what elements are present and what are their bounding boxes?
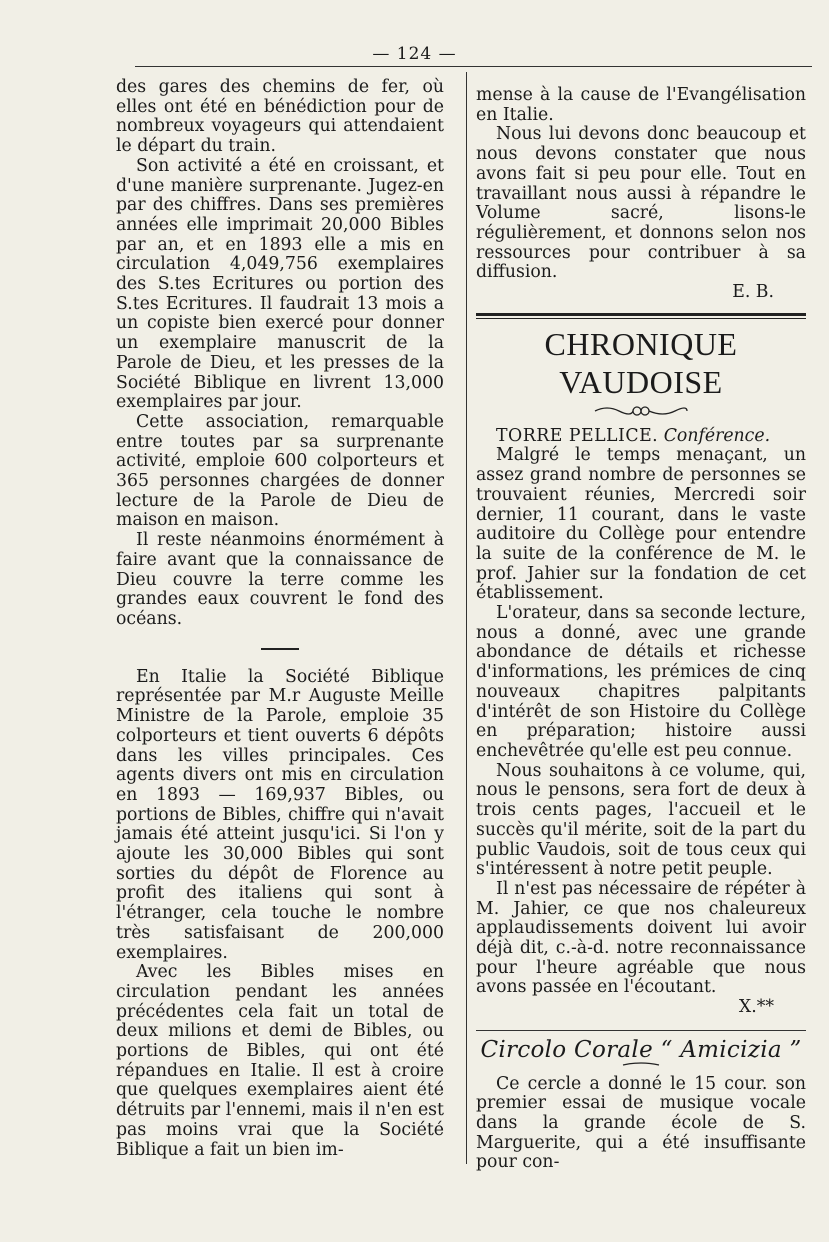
right-column bbox=[476, 86, 806, 1173]
header-rule bbox=[135, 66, 812, 67]
left-column bbox=[116, 78, 444, 1160]
paragraph: Nous lui devons donc beaucoup et nous devons constater que nous avons fait si peu pour elle. Tout en travaillant nous aussi à répandre le Volume sacré, lisons-le régulièrement, et donnons selon nos ressources pour contribuer à sa diffusion. bbox=[476, 124, 806, 283]
section-double-rule bbox=[476, 313, 806, 319]
paragraph: En Italie la Société Biblique représentée par M.r Auguste Meille Ministre de la Parole, emploie 35 colporteurs et tient ouverts 6 dépôts dans les villes principales. Ces agents divers ont mis en circulation en 1893 — 169,937 Bibles, ou portions de Bibles, chiffre qui n'avait jamais été atteint jusqu'ici. Si l'on y ajoute les 30,000 Bibles qui sont sorties du dépôt de Florence au profit des italiens qui sont à l'étranger, cela touche le nombre très satisfaisant de 200,000 exemplaires. bbox=[116, 666, 444, 963]
section-title: CHRONIQUE VAUDOISE bbox=[544, 325, 738, 400]
paragraph: Malgré le temps menaçant, un assez grand nombre de personnes se trouvaient réunies, Mercredi soir dernier, 11 courant, dans le vaste auditoire du Collège pour entendre la suite de la conférence de M. le prof. Jahier sur la fondation de cet établissement. bbox=[476, 445, 806, 604]
column-divider bbox=[466, 72, 467, 1164]
paragraph: Il reste néanmoins énormément à faire avant que la connaissance de Dieu couvre la terre comme les grandes eaux couvrent le fond des océans. bbox=[116, 530, 444, 629]
article-headline bbox=[476, 427, 806, 447]
author-signature: X.** bbox=[738, 997, 774, 1018]
paragraph: des gares des chemins de fer, où elles ont été en bénédiction pour de nombreux voyageurs qui attendaient le départ du train. bbox=[116, 77, 444, 157]
paragraph: Ce cercle a donné le 15 cour. son premier essai de musique vocale dans la grande école de S. Marguerite, qui a été insuffisante pour con- bbox=[476, 1073, 806, 1173]
paragraph: Cette association, remarquable entre toutes par sa surprenante activité, emploie 600 colporteurs et 365 personnes chargées de donner lecture de la Parole de Dieu de maison en maison. bbox=[116, 411, 444, 531]
paragraph: Son activité a été en croissant, et d'une manière surprenante. Jugez-en par des chiffres. Dans ses premières années elle imprimait 20,000 Bibles par an, et en 1893 elle a mis en circulation 4,049,756 exemplaires des S.tes Ecritures ou portion des S.tes Ecritures. Il faudrait 13 mois a un copiste bien exercé pour donner un exemplaire manuscrit de la Parole de Dieu, et les presses de la Société Biblique en livrent 13,000 exemplaires par jour. bbox=[116, 155, 444, 413]
article-place: TORRE PELLICE. bbox=[496, 425, 659, 446]
section-rule bbox=[476, 1030, 806, 1031]
paragraph: Il n'est pas nécessaire de répéter à M. Jahier, ce que nos chaleureux applaudissements doivent lui avoir déjà dit, c.-à-d. notre reconnaissance pour l'heure agréable que nous avons passée en l'écoutant. bbox=[476, 878, 806, 998]
paragraph: L'orateur, dans sa seconde lecture, nous a donné, avec une grande abondance de détails et richesse d'informations, les prémices de cinq nouveaux chapitres palpitants d'intérêt de son Histoire du Collège en préparation; histoire aussi enchevêtrée qu'elle est peu connue. bbox=[476, 603, 806, 761]
paragraph: mense à la cause de l'Evangélisation en Italie. bbox=[476, 85, 806, 125]
author-signature: E. B. bbox=[732, 282, 774, 303]
page-number: — 124 — bbox=[372, 44, 457, 64]
circle-title: Circolo Corale “ Amicizia ” bbox=[480, 1036, 802, 1063]
paragraph: Nous souhaitons à ce volume, qui, nous le pensons, sera fort de deux à trois cents pages, l'accueil et le succès qu'il mérite, soit de la part du public Vaudois, soit de tous ceux qui s'intéressent à notre petit peuple. bbox=[476, 760, 806, 880]
paragraph: Avec les Bibles mises en circulation pendant les années précédentes cela fait un total de deux milions et demi de Bibles, ou portions de Bibles, qui ont été répandues en Italie. Il est à croire que quelques exemplaires aient été détruits par l'ennemi, mais il n'en est pas moins vrai que la Société Biblique a fait un bien im- bbox=[116, 962, 444, 1160]
ornament-icon bbox=[593, 403, 689, 419]
section-separator bbox=[261, 648, 299, 650]
article-subject: Conférence. bbox=[663, 425, 771, 446]
